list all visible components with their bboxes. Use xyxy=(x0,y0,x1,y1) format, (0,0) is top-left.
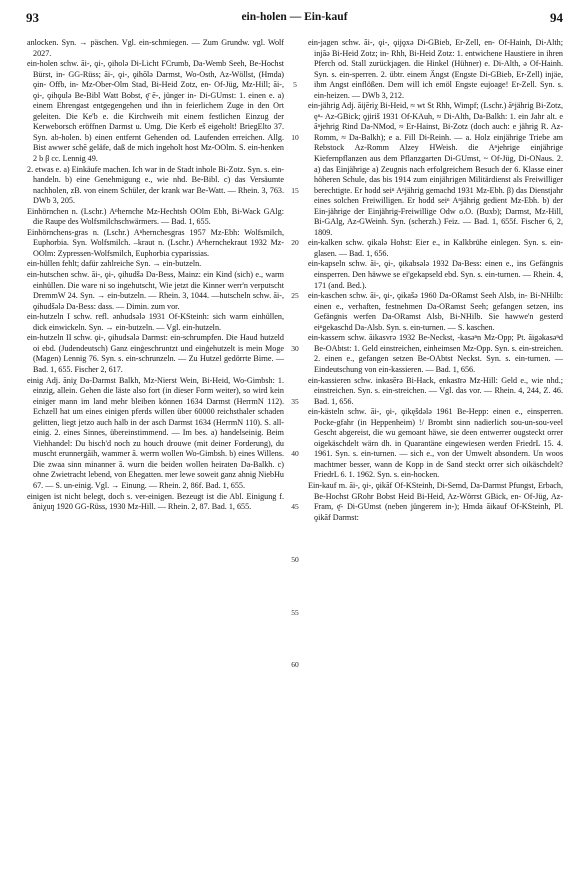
dictionary-entry: ein-kalken schw. ǫikalǝ Hohst: Eier e., in Kalkbrühe einlegen. Syn. s. ein-glasen. — Bad. 1, 656. xyxy=(308,238,563,258)
line-number: 20 xyxy=(291,238,299,248)
line-number: 25 xyxy=(291,291,299,301)
page-number-right: 94 xyxy=(550,10,563,25)
left-column xyxy=(27,38,284,513)
dictionary-entry: ein-hutschen schw. āi-, ǫi-, ǫihudšǝ Da-Bess, Mainz: ein Kind (sich) e., warm einhüllen. Die ware ni so ingehutscht, Wie jetzt die Kinner werr'n verputscht DremmW 24. Syn. → ein-butzeln. — Rhein. 3, 1044. —hutscheln schw. āi-, ǫihudšǝlǝ Da-Bess: dass. — Dimin. zum vor. xyxy=(27,270,284,311)
line-number: 5 xyxy=(293,80,297,90)
line-number: 15 xyxy=(291,185,299,195)
dictionary-entry: Einhörnchen n. (Lschr.) Aⁿhernche Mz-Hechtsh OOlm Ebh, Bi-Wack GAlg: die Raupe des Wolfsmilchschwärmers. — Bad. 1, 655. xyxy=(27,206,284,227)
dictionary-entry: ein-jagen schw. āi-, ǫi-, ǫijǫxǝ Di-GBieb, Er-Zell, en- Of-Hainh, Di-Alth; injāǝ Bi-Heid Zotz; in- Rhh, Bi-Heid Zotz: 1. entwichene Haustiere in ihren Pferch od. Stall zurückjagen. die Hinkel (Hühner) e. Di-Alth, ǝ Of-Hainh. Syn. s. ein-sperren. 2. übtr. einem Ängst (Engste Di-GBieb, Er-Zell) injäe, ihm Angst einflößen. Dem will ich emöl Engste eujoage! Er-Zell. Syn. s. ein-heizen. — DWb 3, 212. xyxy=(308,38,563,100)
line-number: 40 xyxy=(291,449,299,459)
page-number-left: 93 xyxy=(26,10,39,25)
line-number: 30 xyxy=(291,343,299,353)
line-number: 35 xyxy=(291,396,299,406)
dictionary-entry: ein-kassern schw. āikasvrǝ 1932 Be-Neckst, -kasǝⁿn Mz-Opp; Pt. āigǝkasǝⁿd Be-OAbtst: 1. Geld einstreichen, einheimsen Mz-Opp. Syn. s. ein-streichen. 2. einen e., gefangen setzen Be-OAbtst Neckst. Syn. s. ein-turnen. — Eindeutschung von ein-kassieren. — Bad. 1, 656. xyxy=(308,333,563,374)
dictionary-entry: ein-kästeln schw. āi-, ǫi-, ǫikęšdǝlǝ 1961 Be-Hepp: einen e., einsperren. Pocke-gfahr (in Heppenheim) !/ Brombt sinn nadierlich sou-un-sou-veel Gescht abgereist, die wu gemoant häwe, sie deen entwerrer ougsteckt orrer oigekäschdelt wärn dh. in Quarantäne eingewiesen werden FriedrL 15. 4. 1961. Syn. s. ein-turnen. — sich e., von der Umwelt absondern. Un woos machtmer besser, wann de Kopp in de Sand steckt orrer sich oikäschdelt? FriedrL 6. 1. 1962. Syn. s. ein-hocken. xyxy=(308,407,563,480)
line-number: 50 xyxy=(291,554,299,564)
dictionary-entry: anlocken. Syn. → päschen. Vgl. ein-schmiegen. — Zum Grundw. vgl. Wolf 2027. xyxy=(27,38,284,58)
line-number: 60 xyxy=(291,660,299,670)
dictionary-entry: ein-jährig Adj. āijēriχ Bi-Heid, ≈ wt St Rhh, Wimpf; (Lschr.) āⁿjährig Bi-Zotz, ęⁿ- Az-GBick; ǫjiriš 1931 Of-KAuh, ≈ Di-Alth, Da-Balkh: 1. ein Jahr alt. e āⁿjehrig Rind Da-NMod, ≈ Er-Hainst, Bi-Zotz (doch auch: e jährig R. Az-Romm, ≈ Da-Balkh); e a. Fill Di-Reinh. — a. Holz einjährige Triebe am Rebstock Az-Romm Alzey HWeish. die Aⁿjehrige einjährige Kiefernpflanzen aus dem Pflanzgarten Di-GUmst, ~ Of-Jüg, Di-ONaus. 2. a) das Einjährige a) Zeugnis nach erfolgreichem Besuch der 6. Klasse einer höheren Schule, das bis 1914 zum einjährigen Militärdienst als Freiwilliger berechtigte. Er hodd seiⁿ Aⁿjährig gemachd 1931 Mz-Ebh. β) das Dienstjahr eines solchen Freiwilligen. Er hodd seiⁿ Aⁿjährig gedient Mz-Ebh. b) der Ein-jährige der Einjährig-Freiwillige Odw o.O. (Buxb); Darmst, Mz-Hill, Bi-GAlg, Az-GWeinh. Syn. (scherzh.) Feiz. — Bad. 1, 655f. Fischer 6, 2, 1809. xyxy=(308,101,563,237)
dictionary-entry: Einhörnchens-gras n. (Lschr.) Aⁿhernchesgras 1957 Mz-Ebh: Wolfsmilch, Euphorbia. Syn. Wolfsmilch. –kraut n. (Lschr.) Aⁿhernchekraut 1932 Mz-OOlm: Zypressen-Wolfsmilch, Euphorbia cyparissias. xyxy=(27,227,284,258)
line-number: 55 xyxy=(291,607,299,617)
dictionary-entry: Ein-kauf m. āi-, ǫi-, ǫikāf Of-KSteinh, Di-Semd, Da-Darmst Pfungst, Erbach, Be-Hochst GRohr Bobst Heid Bi-Heid, Az-Wörrst GBick, en- Of-Jüg, Az-Fram, ę̄- Di-GUmst (neben jüngerem in-); Hmda āikauf Of-KSteinh, Pl. ǫikāf Darmst: xyxy=(308,480,563,522)
dictionary-entry: ein-kaschen schw. āi-, ǫi-, ǫikašǝ 1960 Da-ORamst Seeh Alsb, in- Bi-NHilb: einen e., verhaften, festnehmen Da-ORamst Seeh; gefangen setzen, ins Gefängnis werfen Da-ORamst Alsb, Bi-NHilb. Sie hawwe'n gesterd eiⁿgekaschd Da-Alsb. Syn. s. ein-turnen. — S. kaschen. xyxy=(308,291,563,332)
line-number: 45 xyxy=(291,502,299,512)
dictionary-entry: ein-hutzeln II schw. ǫi-, ǫihudsǝlǝ Darmst: ein-schrumpfen. Die Haud hutzeld oi ebd. (Judendeutsch) Ganz einġeschruntzt und einġehutzelt is mein Moge (Magen) Lennig 76. Syn. s. ein-schrunzeln. — Zu Hutzel gedörrte Birne. — Bad. 1, 655. Fischer 2, 617. xyxy=(27,333,284,374)
page-header xyxy=(26,10,563,26)
dictionary-entry: ein-kassieren schw. inkasērǝ Bi-Hack, enkasīrǝ Mz-Hill: Geld e., wie nhd.; einstreichen. Syn. s. ein-streichen. — Vgl. das vor. — Rhein. 4, 244, Z. 46. Bad. 1, 656. xyxy=(308,375,563,406)
dictionary-entry: ein-holen schw. āi-, ǫi-, ǫiholǝ Di-Licht FCrumb, Da-Wemb Seeh, Be-Hochst Bürst, in- GG-Rüss; āi-, ǫi-, ǫihōlǝ Darmst, Wo-Osth, Az-Wöllst, (Hmda) ǫin- Offb, in- Mz-Ober-Olm Stad, Bi-Heid Zotz, en- Of-Jüg, Mz-Hill; āi-, ǫi-, ǫihǫulǝ Be-Bibl Watt Bobst, ę̄ ē-, jünger in- Di-GUmst: 1. einen e. a) einem Ehrengast entgegengehen und ihn in feierlichem Zuge in den Ort geleiten. Die Ke'b e. die Kirchweih mit einem festlichen Einzug der Kerweborsch eröffnen Darmst u. Umg. Die Kerb eš eigeholt! BriegElto 37. Syn. ab-holen. b) einen entfernt Gehenden od. Laufenden erreichen. Allg. Bist awwer schē geläfe, daß de mich ingeholt host Mz-OOlm. S. ein-henken 2 b β cc. Lennig 49. xyxy=(27,59,284,164)
dictionary-entry: einig Adj. āniχ Da-Darmst Balkh, Mz-Nierst Wein, Bi-Heid, Wo-Gimbsh: 1. einzig, allein. Gehen die läste also fort (in dieser Form weiter), so wird kein einiger mann im land mehr bleiben können 1634 Darmst (HerrmN 112). Echzell hat um eines einigen pferds willen über 60000 reichsthaler schaden gelitten, liegt jetzo auch halb in der asch Darmst 1634 (HerrmN 110). S. all-einig. 2. eines Sinnes, übereinstimmend. — Im bes. a) handelseinig. Beim Viehhandel: Du bisch'd noch zu houch drouwe (mit deiner Forderung), du muscht erunnergāih, wammer ā. werrn wollen Wo-Gimbsh. b) eines Willens. Die zwaa sinn minanner ā. wurn die beiden wollen heiraten Da-Balkh. c) ohne Zwietracht lebend, von Ehegatten. mer lewe soweit ganz ahnig NiebHu 67. — S. un-einig. Vgl. → Einung. — Rhein. 2, 86f. Bad. 1, 655. xyxy=(27,375,284,490)
dictionary-entry: ein-hutzeln I schw. refl. ǝnhudsǝlǝ 1931 Of-KSteinh: sich warm einhüllen, dick einwickeln. Syn. → ein-butzeln. — Vgl. ein-hutzeln. xyxy=(27,312,284,332)
line-number: 10 xyxy=(291,132,299,142)
dictionary-entry: ein-kapseln schw. āi-, ǫi-, ǫikabsǝlǝ 1932 Da-Bess: einen e., ins Gefängnis einsperren. Den häwwe se ei'gekapseld ebd. Syn. s. ein-turnen. — Rhein. 4, 171 (and. Bed.). xyxy=(308,259,563,290)
running-head: ein-holen — Ein-kauf xyxy=(241,11,348,23)
dictionary-entry: einigen ist nicht belegt, doch s. ver-einigen. Bezeugt ist die Abl. Einigung f. āniχuŋ 1920 GG-Rüss, 1930 Mz-Hill. — Rhein. 2, 87. Bad. 1, 655. xyxy=(27,491,284,512)
right-column xyxy=(308,38,563,523)
dictionary-entry: ein-hüllen fehlt; dafür zahlreiche Syn. → ein-butzeln. xyxy=(27,259,202,269)
dictionary-entry: 2. etwas e. a) Einkäufe machen. Ich war in de Stadt inhole Bi-Zotz. Syn. s. ein-handeln. b) eine Genehmigung e., wie nhd. Be-Bibl. c) das Versäumte nachholen, zB. von einem Schüler, der krank war Be-Watt. — Rhein. 3, 763. DWb 3, 205. xyxy=(27,164,284,206)
